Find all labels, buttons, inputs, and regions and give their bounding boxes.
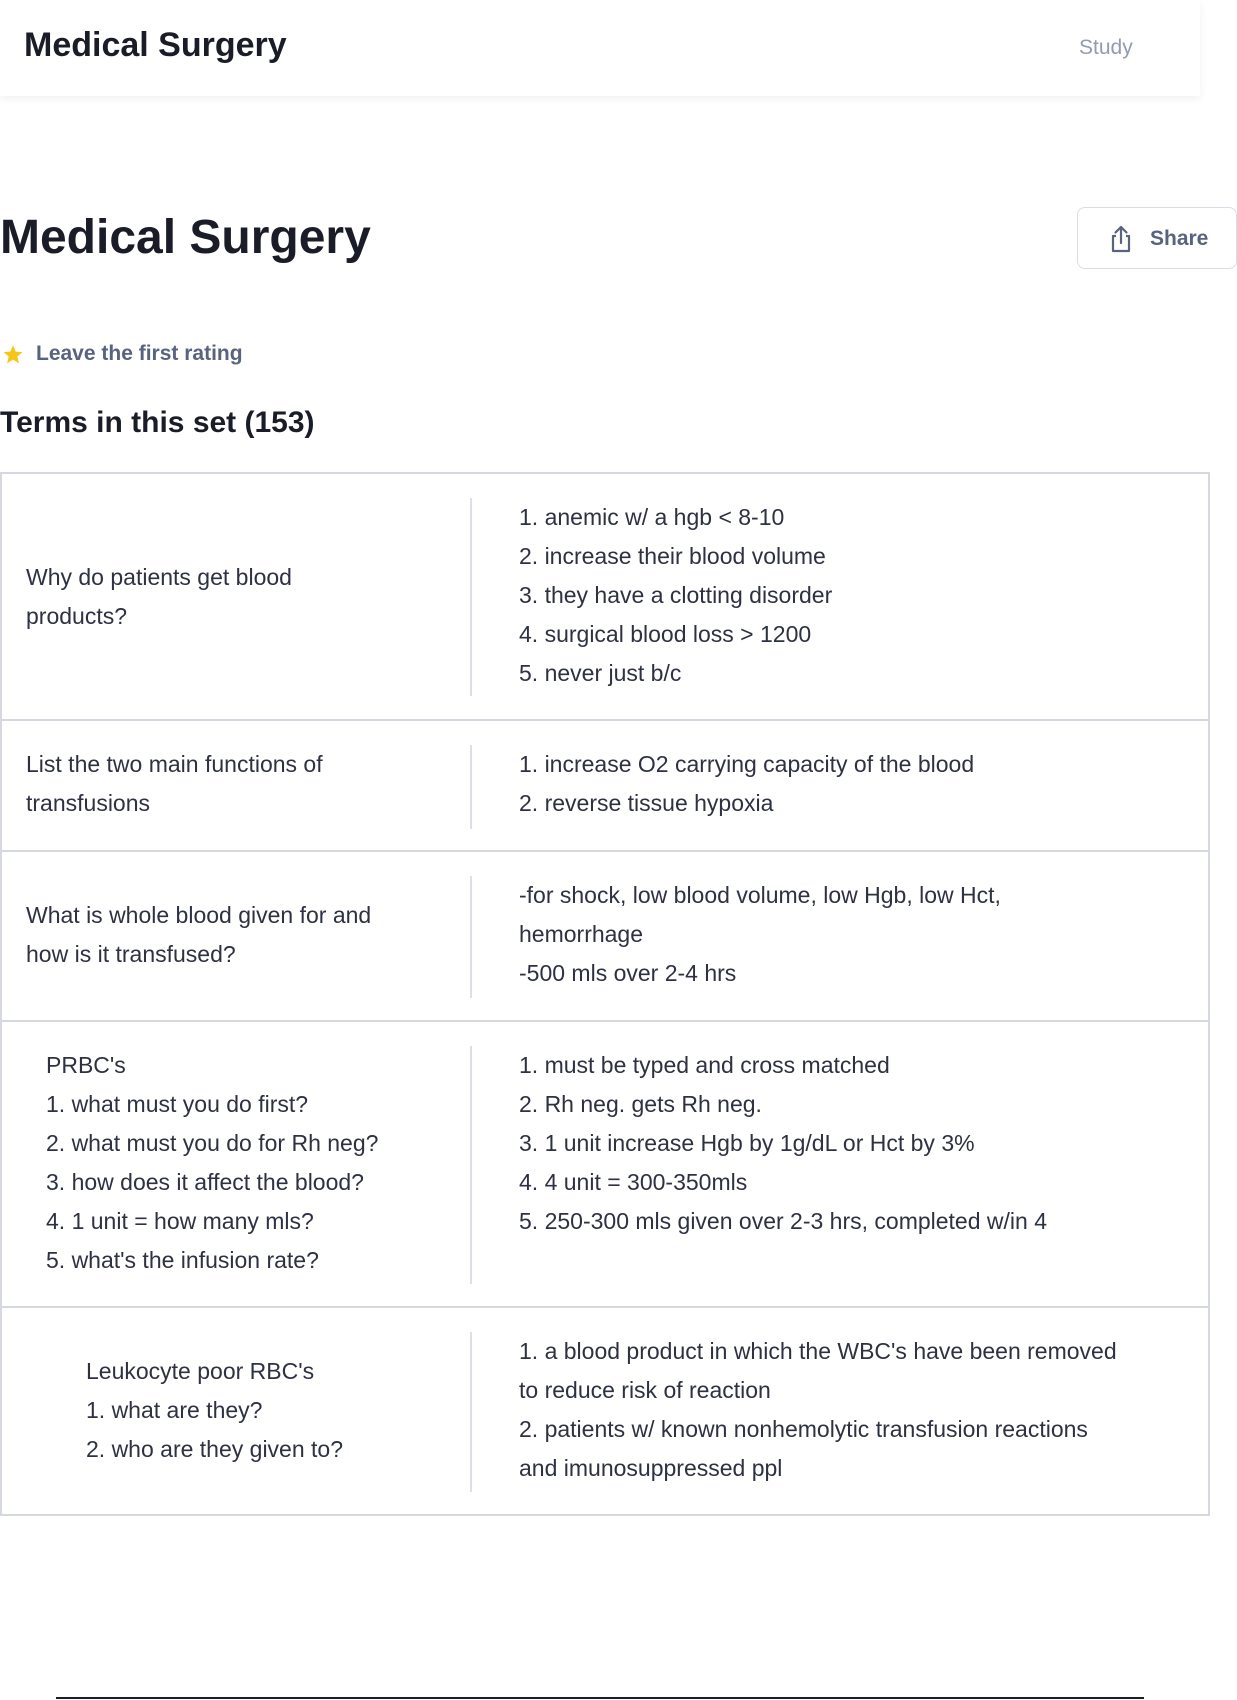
share-label: Share [1150,227,1209,250]
card-divider [470,1332,472,1492]
term-card[interactable] [0,850,1210,1022]
terms-heading: Terms in this set (153) [0,406,315,439]
term-card[interactable] [0,1020,1210,1308]
definition-text: 1. must be typed and cross matched 2. Rh neg. gets Rh neg. 3. 1 unit increase Hgb by 1g/dL or Hct by 3% 4. 4 unit = 300-350mls 5. 250-300 mls given over 2-3 hrs, completed w/in 4 [519,1052,1047,1234]
star-icon [2,344,24,366]
term-text: What is whole blood given for and how is it transfused? [26,902,372,967]
bottom-divider [56,1697,1144,1699]
card-divider [470,876,472,998]
top-bar [0,0,1200,96]
term-card[interactable] [0,472,1210,721]
study-link[interactable]: Study [1079,36,1133,59]
term-text: List the two main functions of transfusions [26,751,323,816]
term-card[interactable] [0,719,1210,852]
card-divider [470,498,472,696]
definition-text: 1. anemic w/ a hgb < 8-10 2. increase their blood volume 3. they have a clotting disorder 4. surgical blood loss > 1200 5. never just b/c [519,504,833,686]
card-divider [470,1046,472,1284]
definition-text: 1. increase O2 carrying capacity of the blood 2. reverse tissue hypoxia [519,751,975,816]
term-text: Leukocyte poor RBC's 1. what are they? 2. who are they given to? [86,1358,343,1462]
share-icon [1106,224,1136,254]
term-card[interactable] [0,1306,1210,1516]
term-text: PRBC's 1. what must you do first? 2. what must you do for Rh neg? 3. how does it affect the blood? 4. 1 unit = how many mls? 5. what's the infusion rate? [46,1052,379,1273]
page-title: Medical Surgery [0,211,371,264]
definition-text: -for shock, low blood volume, low Hgb, low Hct, hemorrhage -500 mls over 2-4 hrs [519,882,1001,986]
card-divider [470,745,472,829]
definition-text: 1. a blood product in which the WBC's have been removed to reduce risk of reaction 2. patients w/ known nonhemolytic transfusion reactions and imunosuppressed ppl [519,1338,1117,1481]
term-text: Why do patients get blood products? [26,564,292,629]
site-brand[interactable]: Medical Surgery [24,26,287,64]
share-button[interactable] [1077,207,1237,269]
rating-text: Leave the first rating [36,342,243,365]
